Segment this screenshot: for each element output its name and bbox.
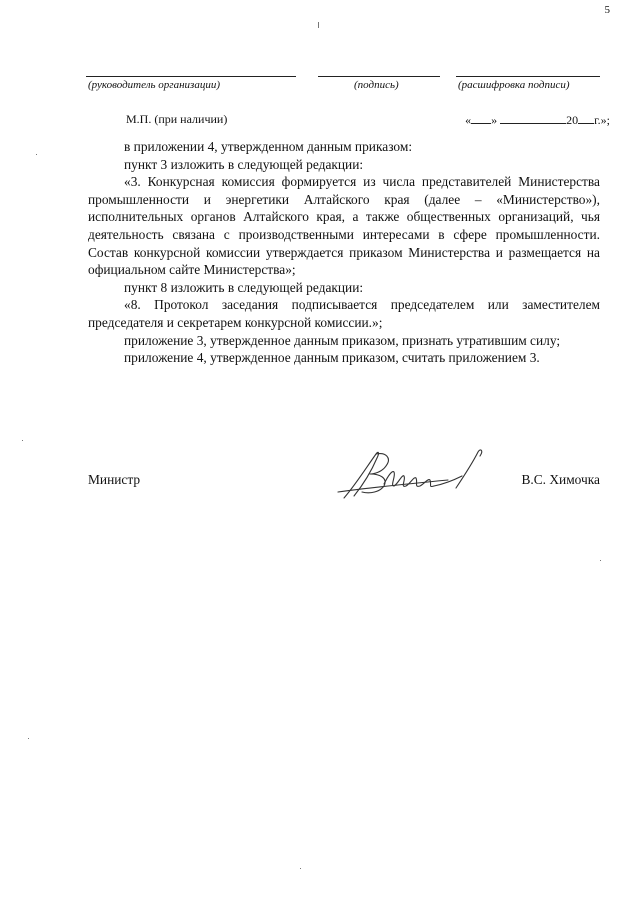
- year-blank: [578, 112, 594, 124]
- signature-block-template: [86, 76, 606, 96]
- paragraph: пункт 3 изложить в следующей редакции:: [124, 156, 364, 172]
- head-caption: (руководитель организации): [88, 79, 220, 91]
- signature-caption: (подпись): [354, 79, 399, 91]
- day-blank: [471, 112, 491, 124]
- paragraph: пункт 8 изложить в следующей редакции:: [124, 279, 364, 295]
- scan-mark: [22, 440, 23, 441]
- signer-title: Министр: [88, 472, 141, 487]
- paragraph: приложение 3, утвержденное данным приказом, признать утратившим силу;: [124, 332, 561, 348]
- stamp-label: М.П. (при наличии): [126, 112, 228, 126]
- scan-mark: [36, 154, 37, 155]
- amendment-text: [88, 138, 600, 367]
- month-blank: [500, 112, 566, 124]
- date-field: « » 20 г.»;: [465, 113, 610, 127]
- paragraph: «3. Конкурсная комиссия формируется из числа представителей Министерства промышленности и энергетики Алтайского края (далее – «Министерство»), исполнительных органов Алтайского края, а также общественных организаций, чья деятельность связана с производственными интересами в сфере промышленности. Состав конкурсной комиссии утверждается приказом Министерства и размещается на официальном сайте Министерства»;: [88, 174, 600, 278]
- signature-row: [88, 472, 600, 512]
- paragraph: «8. Протокол заседания подписывается председателем или заместителем председателя и секретарем конкурсной комиссии.»;: [88, 297, 600, 330]
- decoding-caption: (расшифровка подписи): [458, 79, 570, 91]
- paragraph: приложение 4, утвержденное данным приказом, считать приложением 3.: [124, 350, 540, 366]
- signature-line: [318, 76, 440, 77]
- decoding-line: [456, 76, 600, 77]
- scan-mark: [28, 738, 29, 739]
- handwritten-signature: [336, 446, 496, 506]
- scan-mark: [600, 560, 601, 561]
- scan-mark: [300, 868, 301, 869]
- paragraph: в приложении 4, утвержденном данным приказом:: [124, 139, 413, 154]
- scan-mark: [318, 22, 319, 28]
- signer-name: В.С. Химочка: [521, 472, 600, 487]
- page-number: 5: [604, 4, 610, 16]
- head-line: [86, 76, 296, 77]
